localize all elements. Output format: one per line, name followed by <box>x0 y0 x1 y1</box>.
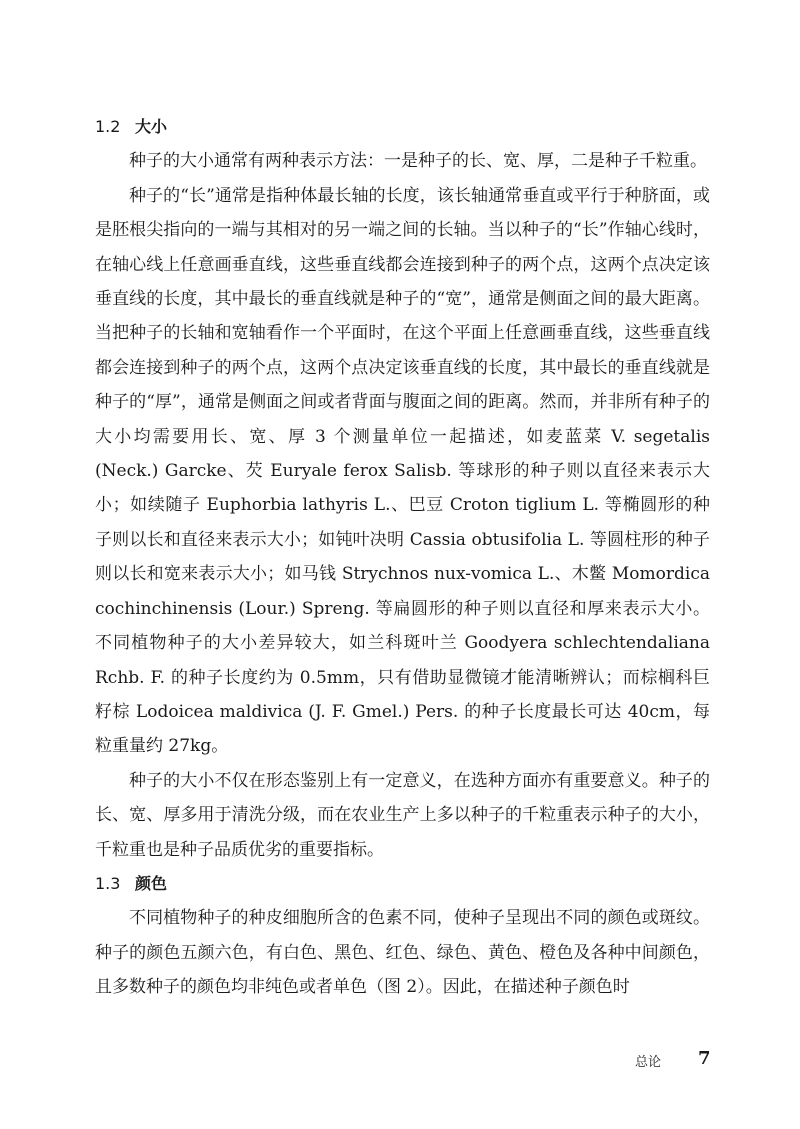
section-heading-1-2 <box>95 110 710 144</box>
paragraph: 不同植物种子的种皮细胞所含的色素不同，使种子呈现出不同的颜色或斑纹。种子的颜色五颜六色，有白色、黑色、红色、绿色、黄色、橙色及各种中间颜色，且多数种子的颜色均非纯色或者单色（图 2）。因此，在描述种子颜色时 <box>95 908 710 998</box>
footer-section-label: 总论 <box>635 1055 662 1070</box>
page-footer <box>610 1048 720 1072</box>
section-number: 1.3 <box>95 873 121 893</box>
main-text <box>95 110 710 1005</box>
paragraph: 种子的大小通常有两种表示方法：一是种子的长、宽、厚，二是种子千粒重。 <box>129 151 707 172</box>
paragraph: 种子的“长”通常是指种体最长轴的长度，该长轴通常垂直或平行于种脐面，或是胚根尖指向的一端与其相对的另一端之间的长轴。当以种子的“长”作轴心线时，在轴心线上任意画垂直线，这些垂直线都会连接到种子的两个点，这两个点决定该垂直线的长度，其中最长的垂直线就是种子的“宽”，通常是侧面之间的最大距离。当把种子的长轴和宽轴看作一个平面时，在这个平面上任意画垂直线，这些垂直线都会连接到种子的两个点，这两个点决定该垂直线的长度，其中最长的垂直线就是种子的“厚”，通常是侧面之间或者背面与腹面之间的距离。然而，并非所有种子的大小均需要用长、宽、厚 3 个测量单位一起描述，如麦蓝菜 V. segetalis (Neck.) Garcke、芡 Euryale ferox Salisb. 等球形的种子则以直径来表示大小；如续随子 Euphorbia lathyris L.、巴豆 Croton tiglium L. 等椭圆形的种子则以长和直径来表示大小；如钝叶决明 Cassia obtusifolia L. 等圆柱形的种子则以长和宽来表示大小；如马钱 Strychnos nux-vomica L.、木鳖 Momordica cochinchinensis (Lour.) Spreng. 等扁圆形的种子则以直径和厚来表示大小。不同植物种子的大小差异较大，如兰科斑叶兰 Goodyera schlechtendaliana Rchb. F. 的种子长度约为 0.5mm，只有借助显微镜才能清晰辨认；而棕榈科巨籽棕 Lodoicea maldivica (J. F. Gmel.) Pers. 的种子长度最长可达 40cm，每粒重量约 27kg。 <box>95 185 710 757</box>
section-heading-1-3 <box>95 867 710 901</box>
paragraph: 种子的大小不仅在形态鉴别上有一定意义，在选种方面亦有重要意义。种子的长、宽、厚多用于清洗分级，而在农业生产上多以种子的千粒重表示种子的大小，千粒重也是种子品质优劣的重要指标。 <box>95 770 710 860</box>
page-number: 7 <box>698 1048 711 1069</box>
section-title: 颜色 <box>135 873 168 893</box>
section-number: 1.2 <box>95 117 121 136</box>
section-title: 大小 <box>135 117 168 136</box>
